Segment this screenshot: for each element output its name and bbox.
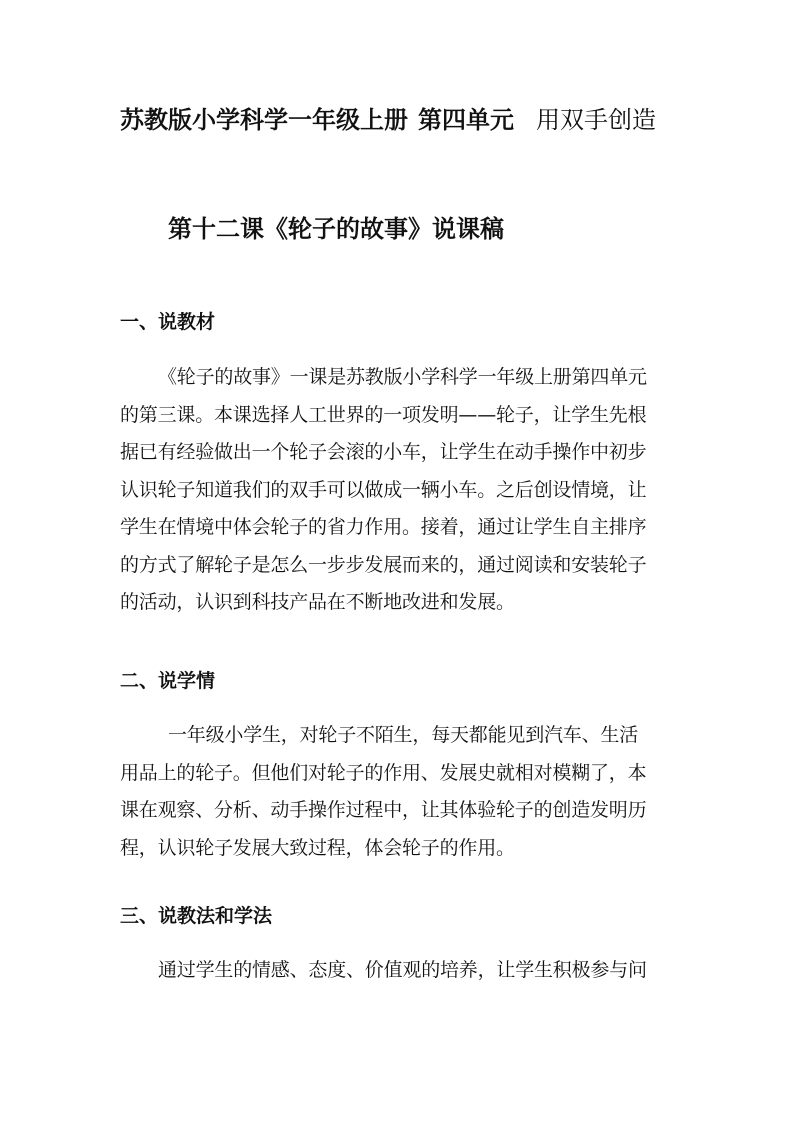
paragraph-line: 程，认识轮子发展大致过程，体会轮子的作用。 bbox=[120, 836, 515, 859]
title-part-3: 用双手创造 bbox=[536, 106, 656, 134]
paragraph-line: 一年级小学生，对轮子不陌生，每天都能见到汽车、生活 bbox=[168, 724, 639, 746]
section-heading-students: 二、说学情 bbox=[120, 670, 216, 692]
paragraph-line: 通过学生的情感、态度、价值观的培养，让学生积极参与问 bbox=[158, 959, 647, 981]
section-paragraph-students bbox=[120, 717, 680, 867]
document-title bbox=[120, 104, 656, 136]
paragraph-line: 据已有经验做出一个轮子会滚的小车，让学生在动手操作中初步 bbox=[120, 441, 647, 463]
paragraph-line: 的第三课。本课选择人工世界的一项发明——轮子，让学生先根 bbox=[120, 403, 647, 426]
paragraph-line: 的活动，认识到科技产品在不断地改进和发展。 bbox=[120, 591, 515, 613]
section-heading-methods: 三、说教法和学法 bbox=[120, 905, 273, 927]
paragraph-line: 学生在情境中体会轮子的省力作用。接着，通过让学生自主排序 bbox=[120, 516, 647, 538]
paragraph-line: 认识轮子知道我们的双手可以做成一辆小车。之后创设情境，让 bbox=[120, 478, 647, 501]
section-paragraph-textbook bbox=[120, 359, 680, 622]
paragraph-line: 《轮子的故事》一课是苏教版小学科学一年级上册第四单元 bbox=[158, 366, 647, 388]
paragraph-line: 用品上的轮子。但他们对轮子的作用、发展史就相对模糊了，本 bbox=[120, 761, 647, 784]
title-part-2: 第四单元 bbox=[418, 106, 514, 134]
section-heading-textbook: 一、说教材 bbox=[120, 311, 216, 333]
paragraph-line: 的方式了解轮子是怎么一步步发展而来的，通过阅读和安装轮子 bbox=[120, 553, 647, 576]
document-subtitle: 第十二课《轮子的故事》说课稿 bbox=[168, 215, 504, 243]
title-part-1: 苏教版小学科学一年级上册 bbox=[120, 106, 408, 134]
paragraph-line: 课在观察、分析、动手操作过程中，让其体验轮子的创造发明历 bbox=[120, 799, 647, 821]
section-paragraph-methods bbox=[120, 952, 680, 990]
